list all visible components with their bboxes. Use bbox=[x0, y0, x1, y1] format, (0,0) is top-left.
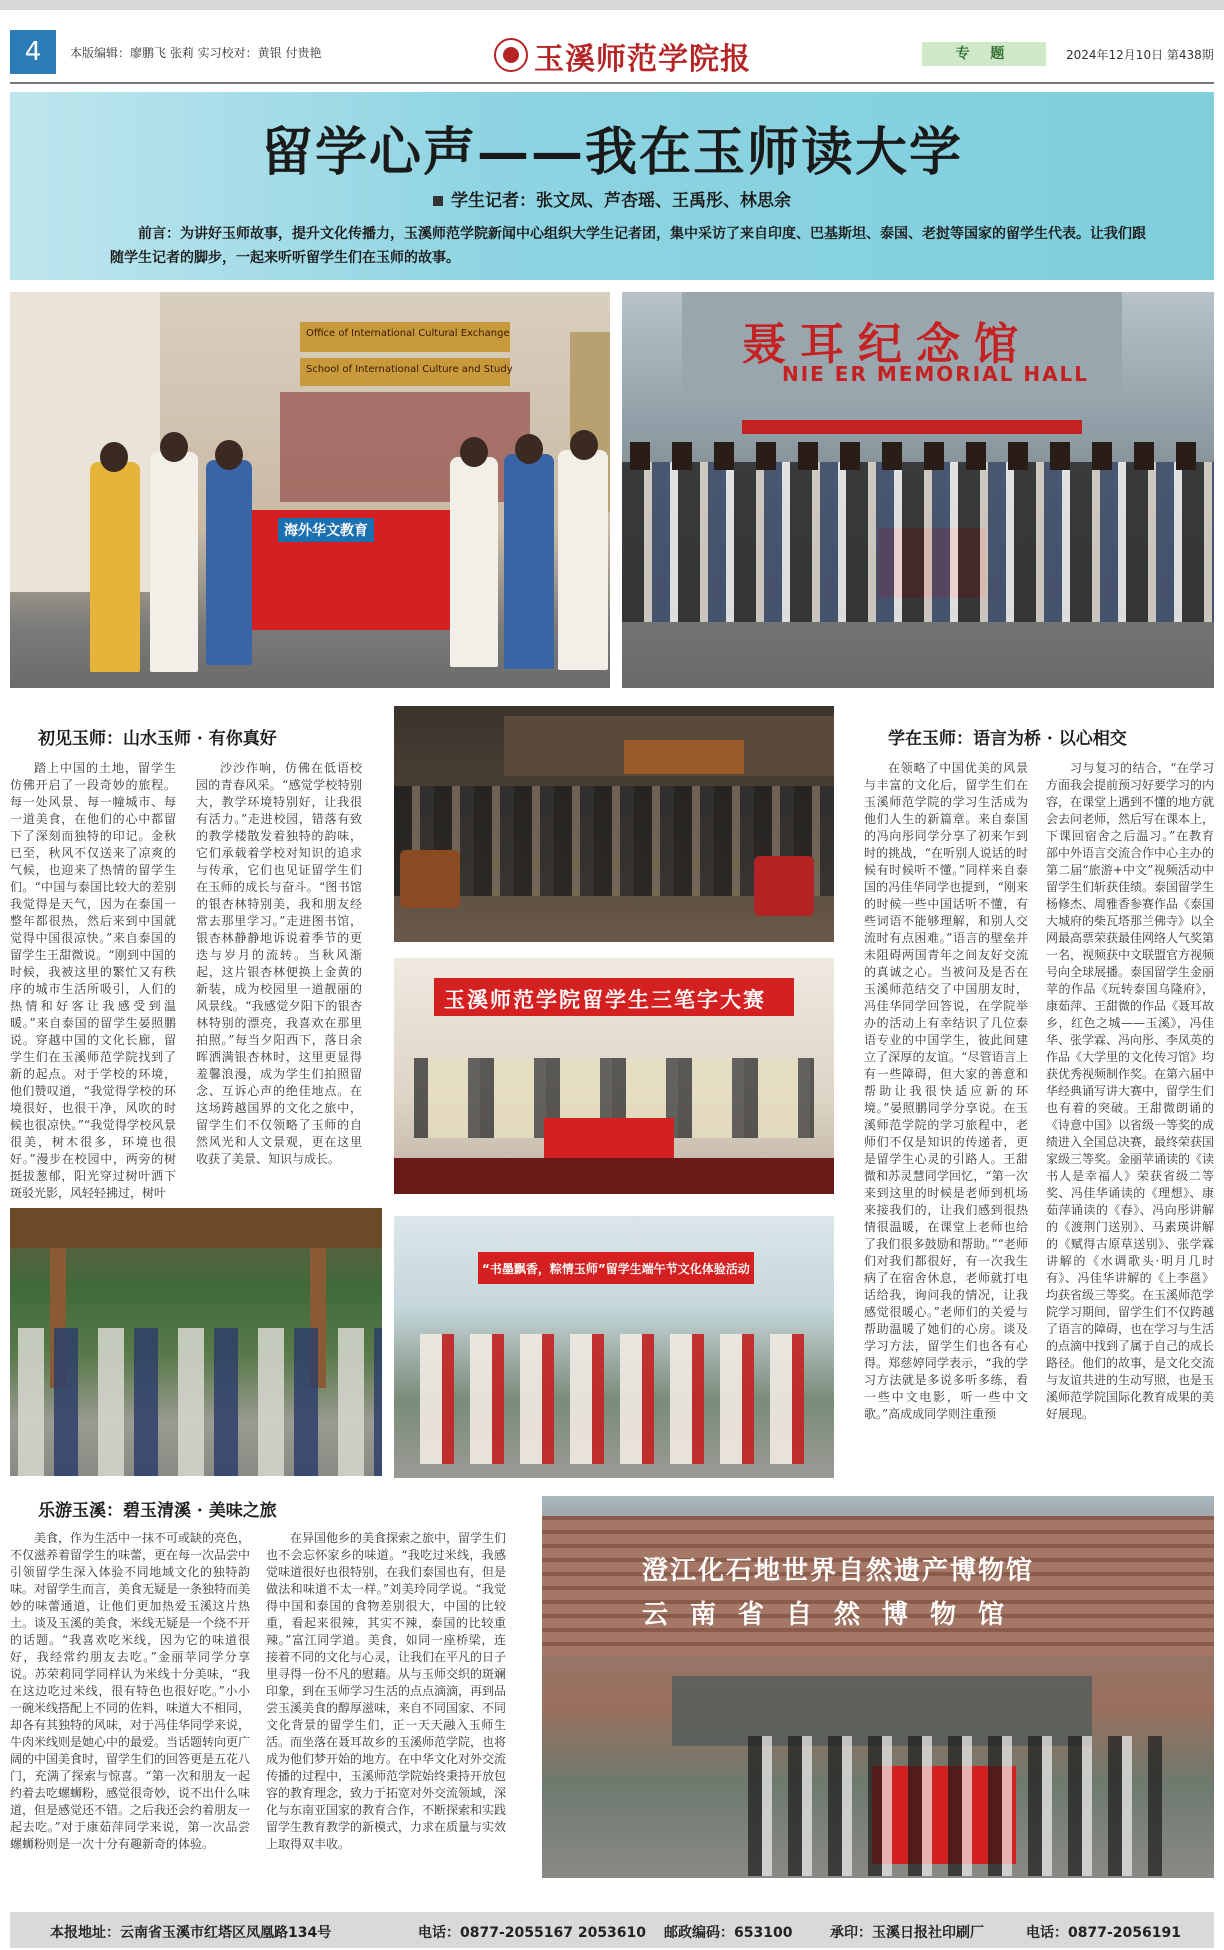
section-2-title: 学在玉师：语言为桥 · 以心相交 bbox=[888, 729, 1127, 749]
section-1-text-1: 踏上中国的土地，留学生仿佛开启了一段奇妙的旅程。每一处风景、每一幢城市、每一道美食，在他们的心中都留下了深刻而独特的印记。金秋已至，秋风不仅送来了凉爽的气候，也迎来了热情的留学生们。“中国与泰国比较大的差别我觉得是天气，因为在泰国一整年都很热，然后来到中国就觉得中国很凉快。”来自泰国的留学生王甜微说。“刚到中国的时候，我被这里的繁忙又有秩序的城市生活所吸引，人们的热情和好客让我感受到温暖。”来自泰国的留学生晏照鹏说。穿越中国的文化长廊，留学生们在玉溪师范学院找到了新的起点。对于学校的环境，他们赞叹道，“我觉得学校的环境很好，也很干净，风吹的时候也很凉快。”“我觉得学校风景很美，树木很多，环境也很好。”漫步在校园中，两旁的树挺拔葱郁，阳光穿过树叶洒下斑驳光影，风轻轻拂过，树叶 bbox=[10, 761, 176, 1200]
festival-banner: “书墨飘香，粽情玉师”留学生端午节文化体验活动 bbox=[482, 1262, 750, 1276]
memorial-sign-en: NIE ER MEMORIAL HALL bbox=[782, 362, 1090, 386]
footer-printer-phone: 电话：0877-2056191 bbox=[1026, 1925, 1181, 1941]
reporters-text: 学生记者：张文凤、芦杏瑶、王禹彤、林思余 bbox=[451, 191, 791, 211]
section-3-col-2 bbox=[266, 1530, 506, 1853]
section-label: 专 题 bbox=[922, 42, 1046, 66]
bullet-square-icon bbox=[433, 196, 443, 206]
banner-text-1: 海外华文教育 bbox=[278, 518, 374, 542]
footer-printer: 承印：玉溪日报社印刷厂 bbox=[830, 1925, 984, 1941]
photo-drum-activity bbox=[394, 706, 834, 942]
page-footer bbox=[10, 1912, 1214, 1948]
editors-line: 本版编辑：廖鹏飞 张莉 实习校对：黄银 付贵艳 bbox=[70, 46, 322, 60]
museum-sign-1: 澄江化石地世界自然遗产博物馆 bbox=[642, 1556, 1035, 1586]
photo-international-office bbox=[10, 292, 610, 688]
title-band bbox=[10, 92, 1214, 280]
section-3-col-1 bbox=[10, 1530, 250, 1853]
section-3-title: 乐游玉溪：碧玉清溪 · 美味之旅 bbox=[38, 1501, 277, 1521]
section-2-text-1: 在领略了中国优美的风景与丰富的文化后，留学生们在玉溪师范学院的学习生活成为他们人生的新篇章。来自泰国的冯向彤同学分享了初来乍到时的挑战，“在听别人说话的时候有时候听不懂。”同样来自泰国的冯佳华同学也提到，“刚来的时候一些中国话听不懂，有些词语不能够理解，和别人交流时有点困难。”语言的壁垒并未阻碍两国青年之间友好交流的真诚之心。当被问及是否在玉溪师范结交了中国朋友时，冯佳华同学回答说，在学院举办的活动上有幸结识了几位泰语专业的中国学生，彼此间建立了深厚的友谊。“尽管语言上有一些障碍，但大家的善意和帮助让我很快适应新的环境。”晏照鹏同学分享说。在玉溪师范学院的学习旅程中，老师们不仅是知识的传递者，更是留学生心灵的引路人。王甜微和苏灵慧同学回忆，“第一次来到这里的时候是老师到机场来接我们的，让我们感到很热情很温暖，在课堂上老师也给了我们很多鼓励和帮助。”“老师们对我们都很好，有一次我生病了在宿舍休息，老师就打电话给我，询问我的情况，让我感觉很暖心。”老师们的关爱与帮助温暖了她们的心房。谈及学习方法，留学生们也各有心得。郑慈婷同学表示，“我的学习方法就是多说多听多练，看一些中文电影，听一些中文歌。”高成成同学则注重预 bbox=[864, 761, 1028, 1421]
page-title: 留学心声——我在玉师读大学 bbox=[260, 122, 963, 183]
section-2-text-2: 习与复习的结合，“在学习方面我会提前预习好要学习的内容，在课堂上遇到不懂的地方就会去问老师，然后写在课本上，下课回宿舍之后温习。”在教育部中外语言交流合作中心主办的第二届“旅游+中文”视频活动中留学生们斩获佳绩。泰国留学生杨修杰、周雅香参赛作品《泰国大城府的柴瓦塔那兰佛寺》以全网最高票荣获最佳网络人气奖第一名，视频获中文联盟官方视频号向全球展播。泰国留学生金丽苹的作品《玩转泰国乌隆府》，康茹萍、王甜微的作品《聂耳故乡，红色之城——玉溪》，冯佳华、张学霖、冯向彤、李凤英的作品《大学里的文化传习馆》均获优秀视频制作奖。在第六届中华经典诵写讲大赛中，留学生们也有着的突破。王甜微朗诵的《诗意中国》以省级一等奖的成绩进入全国总决赛，最终荣获国家级三等奖。金丽苹诵读的《读书人是幸福人》荣获省级二等奖、冯佳华诵读的《理想》、康茹萍诵读的《春》、冯向彤讲解的《渡荆门送别》、马素瑛讲解的《赋得古原草送别》、张学霖讲解的《水调歌头·明月几时有》、冯佳华讲解的《上李邕》均获省级三等奖。在玉溪师范学院学习期间，留学生们不仅跨越了语言的障碍，也在学习与生活的点滴中找到了属于自己的成长路径。他们的故事，是文化交流与友谊共进的生动写照，也是玉溪师范学院国际化教育成果的美好展现。 bbox=[1046, 761, 1215, 1421]
section-3-text-2: 在异国他乡的美食探索之旅中，留学生们也不会忘怀家乡的味道。“我吃过米线，我感觉味道很好也很特别，在我们泰国也有，但是做法和味道不太一样。”刘美玲同学说。“我觉得中国和泰国的食物差别很大，中国的比较重，看起来很辣，其实不辣，泰国的比较重辣。”富江同学道。美食，如同一座桥梁，连接着不同的文化与心灵，让我们在平凡的日子里寻得一份不凡的慰藉。从与玉师交织的斑斓印象，到在玉师学习生活的点点滴滴，再到品尝玉溪美食的醇厚滋味，来自不同国家、不同文化背景的留学生们，正一天天融入玉师生活。而坐落在聂耳故乡的玉溪师范学院，也将成为他们梦开始的地方。在中华文化对外交流传播的过程中，玉溪师范学院始终秉持开放包容的教育理念，致力于拓宽对外交流领域，深化与东南亚国家的教育合作，不断探索和实践留学生教育教学的新模式，力求在质量与实效上取得双丰收。 bbox=[266, 1531, 507, 1851]
photo-calligraphy-contest bbox=[394, 958, 834, 1194]
museum-sign-2: 云南省自然博物馆 bbox=[642, 1600, 1027, 1630]
page-header bbox=[10, 30, 1214, 84]
reporters-line bbox=[10, 186, 1214, 211]
issue-date: 2024年12月10日 第438期 bbox=[1066, 48, 1214, 62]
photo-garden-group bbox=[10, 1208, 382, 1476]
office-sign-1: Office of International Cultural Exchange bbox=[306, 328, 510, 339]
preface: 前言：为讲好玉师故事，提升文化传播力，玉溪师范学院新闻中心组织大学生记者团，集中采访了来自印度、巴基斯坦、泰国、老挝等国家的留学生代表。让我们跟随学生记者的脚步，一起来听听留学生们在玉师的故事。 bbox=[110, 226, 1146, 266]
top-rule bbox=[0, 0, 1224, 10]
section-1-col-1 bbox=[10, 760, 176, 1202]
section-1-title: 初见玉师：山水玉师 · 有你真好 bbox=[38, 729, 277, 749]
section-1-col-2 bbox=[196, 760, 362, 1168]
section-3-text-1: 美食，作为生活中一抹不可或缺的亮色，不仅滋养着留学生的味蕾，更在每一次品尝中引领留学生深入体验不同地域文化的独特韵味。对留学生而言，美食无疑是一条独特而美妙的味蕾通道，让他们更加热爱玉溪这片热土。谈及玉溪的美食，米线无疑是一个绕不开的话题。“我喜欢吃米线，因为它的味道很好，我经常约朋友去吃。”金丽苹同学分享说。苏荣莉同学同样认为米线十分美味，“我在这边吃过米线，很有特色也很好吃。”小小一碗米线搭配上不同的佐料，味道大不相同，却各有其独特的风味，对于冯佳华同学来说，牛肉米线则是她心中的最爱。当话题转向更广阔的中国美食时，留学生们的回答更是五花八门，充满了探索与惊喜。“第一次和朋友一起约着去吃螺蛳粉，感觉很奇妙，说不出什么味道，但是感觉还不错。之后我还会约着朋友一起去吃。”对于康茹萍同学来说，第一次品尝螺蛳粉则是一次十分有趣新奇的体验。 bbox=[10, 1531, 251, 1851]
school-logo-icon bbox=[494, 38, 528, 72]
photo-nie-er-memorial bbox=[622, 292, 1214, 688]
memorial-sign: 聂耳纪念馆 bbox=[742, 319, 1032, 370]
footer-postcode: 邮政编码：653100 bbox=[664, 1925, 793, 1941]
photo-fossil-museum bbox=[542, 1496, 1214, 1878]
footer-phone: 电话：0877-2055167 2053610 bbox=[418, 1925, 647, 1941]
office-sign-2: School of International Culture and Study bbox=[306, 364, 513, 375]
page-number: 4 bbox=[10, 30, 56, 74]
section-1-text-2: 沙沙作响，仿佛在低语校园的青春风采。“感觉学校特别大，教学环境特别好，让我很有活力。”走进校园，错落有致的教学楼散发着独特的韵味，它们承载着学校对知识的追求与传承，它们也见证留学生们在玉师的成长与奋斗。“图书馆的银杏林特别美，我和朋友经常去那里学习。”走进图书馆，银杏林静静地诉说着季节的更迭与岁月的流转。当秋风渐起，这片银杏林便换上金黄的新装，成为校园里一道靓丽的风景线。“我感觉夕阳下的银杏林特别的漂亮，我喜欢在那里拍照。”每当夕阳西下，落日余晖洒满银杏林时，这里更显得羞馨浪漫，成为学生们拍照留念、互诉心声的绝佳地点。在这场跨越国界的文化之旅中，留学生们不仅领略了玉师的自然风光和人文景观，更在这里收获了美景、知识与成长。 bbox=[196, 761, 362, 1166]
masthead: 玉溪师范学院报 bbox=[534, 42, 751, 77]
section-2-col-2 bbox=[1046, 760, 1214, 1423]
photo-dragon-boat-festival bbox=[394, 1216, 834, 1478]
contest-banner: 玉溪师范学院留学生三笔字大赛 bbox=[444, 988, 766, 1012]
footer-address: 本报地址：云南省玉溪市红塔区凤凰路134号 bbox=[50, 1925, 332, 1941]
section-2-col-1 bbox=[864, 760, 1028, 1423]
